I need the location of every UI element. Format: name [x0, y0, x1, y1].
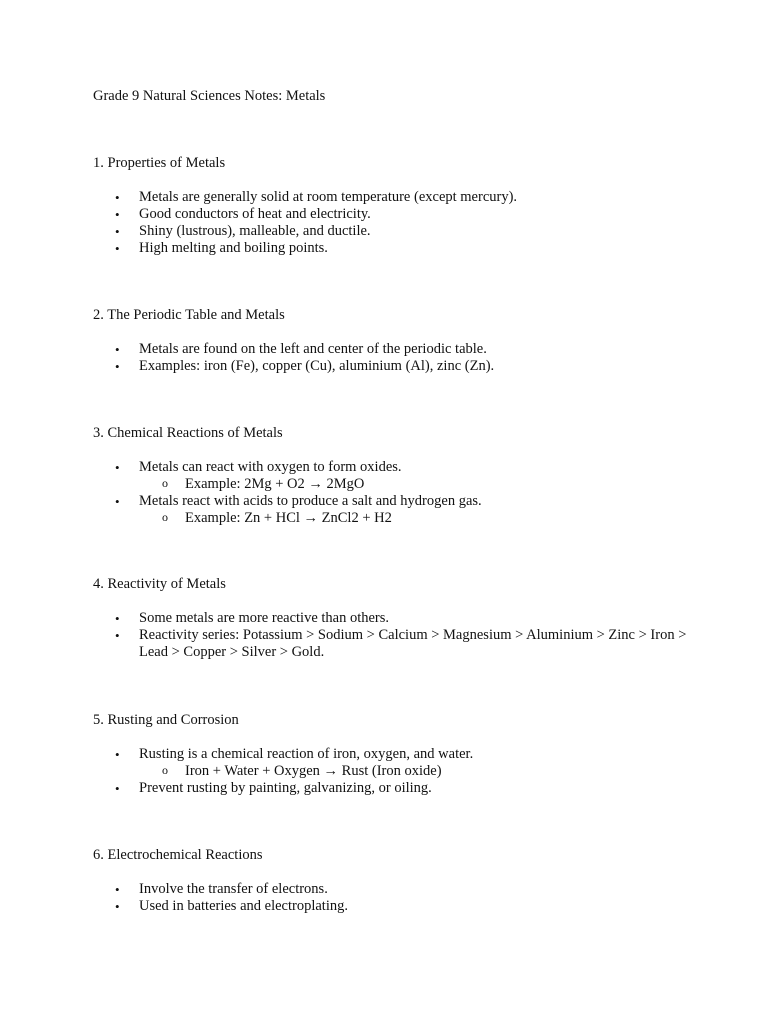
- list-item-text: Reactivity series: Potassium > Sodium > Calcium > Magnesium > Aluminium > Zinc > Iron > Lead > Copper > Silver > Gold.: [139, 627, 687, 660]
- bullet-list: [93, 746, 693, 797]
- list-item: [93, 459, 693, 493]
- section-heading: 5. Rusting and Corrosion: [93, 712, 239, 728]
- list-item-text: Some metals are more reactive than others.: [139, 610, 390, 626]
- sub-list-item: [139, 763, 693, 780]
- sub-list-item-text: Example: Zn + HCl → ZnCl2 + H2: [185, 510, 392, 526]
- bullet-marker: •: [115, 899, 120, 914]
- sub-bullet-marker: o: [162, 476, 168, 490]
- list-item-text: Prevent rusting by painting, galvanizing, or oiling.: [139, 780, 432, 796]
- section-rusting: [93, 712, 693, 797]
- section-reactivity: [93, 576, 693, 661]
- list-item: [93, 881, 693, 898]
- section-heading: 1. Properties of Metals: [93, 155, 226, 171]
- sub-list: [139, 510, 693, 527]
- bullet-marker: •: [115, 494, 120, 509]
- bullet-list: [93, 189, 693, 257]
- bullet-list: [93, 459, 693, 527]
- bullet-marker: •: [115, 628, 120, 643]
- bullet-marker: •: [115, 241, 120, 256]
- list-item: [93, 240, 693, 257]
- sub-list-item: [139, 476, 693, 493]
- section-properties-of-metals: [93, 155, 693, 257]
- bullet-marker: •: [115, 747, 120, 762]
- section-periodic-table: [93, 307, 693, 375]
- list-item-text: Used in batteries and electroplating.: [139, 898, 348, 914]
- bullet-marker: •: [115, 460, 120, 475]
- list-item: [93, 223, 693, 240]
- bullet-marker: •: [115, 190, 120, 205]
- bullet-list: [93, 341, 693, 375]
- document-title: Grade 9 Natural Sciences Notes: Metals: [93, 88, 326, 104]
- bullet-list: [93, 610, 693, 661]
- sub-list: [139, 476, 693, 493]
- sub-list-item-text: Iron + Water + Oxygen → Rust (Iron oxide): [185, 763, 442, 779]
- list-item: [93, 780, 693, 797]
- bullet-marker: •: [115, 359, 120, 374]
- section-electrochemical: [93, 847, 693, 915]
- section-heading: 2. The Periodic Table and Metals: [93, 307, 285, 323]
- section-heading: 4. Reactivity of Metals: [93, 576, 226, 592]
- sub-bullet-marker: o: [162, 763, 168, 777]
- sub-list-item-text: Example: 2Mg + O2 → 2MgO: [185, 476, 365, 492]
- list-item-text: Metals are found on the left and center of the periodic table.: [139, 341, 487, 357]
- list-item-text: Involve the transfer of electrons.: [139, 881, 328, 897]
- list-item: [93, 898, 693, 915]
- list-item-text: Good conductors of heat and electricity.: [139, 206, 371, 222]
- section-heading: 6. Electrochemical Reactions: [93, 847, 263, 863]
- list-item-text: Metals are generally solid at room temperature (except mercury).: [139, 189, 518, 205]
- sub-bullet-marker: o: [162, 510, 168, 524]
- list-item-text: Metals react with acids to produce a salt and hydrogen gas.: [139, 493, 482, 509]
- section-chemical-reactions: [93, 425, 693, 527]
- bullet-marker: •: [115, 207, 120, 222]
- list-item-text: Metals can react with oxygen to form oxides.: [139, 459, 402, 475]
- bullet-marker: •: [115, 882, 120, 897]
- list-item: [93, 746, 693, 780]
- list-item: [93, 627, 693, 661]
- list-item-text: Examples: iron (Fe), copper (Cu), aluminium (Al), zinc (Zn).: [139, 358, 495, 374]
- bullet-marker: •: [115, 342, 120, 357]
- list-item: [93, 341, 693, 358]
- section-heading: 3. Chemical Reactions of Metals: [93, 425, 283, 441]
- list-item: [93, 493, 693, 527]
- list-item-text: High melting and boiling points.: [139, 240, 328, 256]
- list-item: [93, 206, 693, 223]
- bullet-list: [93, 881, 693, 915]
- bullet-marker: •: [115, 611, 120, 626]
- bullet-marker: •: [115, 224, 120, 239]
- list-item: [93, 189, 693, 206]
- list-item: [93, 610, 693, 627]
- sub-list: [139, 763, 693, 780]
- bullet-marker: •: [115, 781, 120, 796]
- sub-list-item: [139, 510, 693, 527]
- list-item-text: Shiny (lustrous), malleable, and ductile.: [139, 223, 371, 239]
- list-item-text: Rusting is a chemical reaction of iron, oxygen, and water.: [139, 746, 474, 762]
- list-item: [93, 358, 693, 375]
